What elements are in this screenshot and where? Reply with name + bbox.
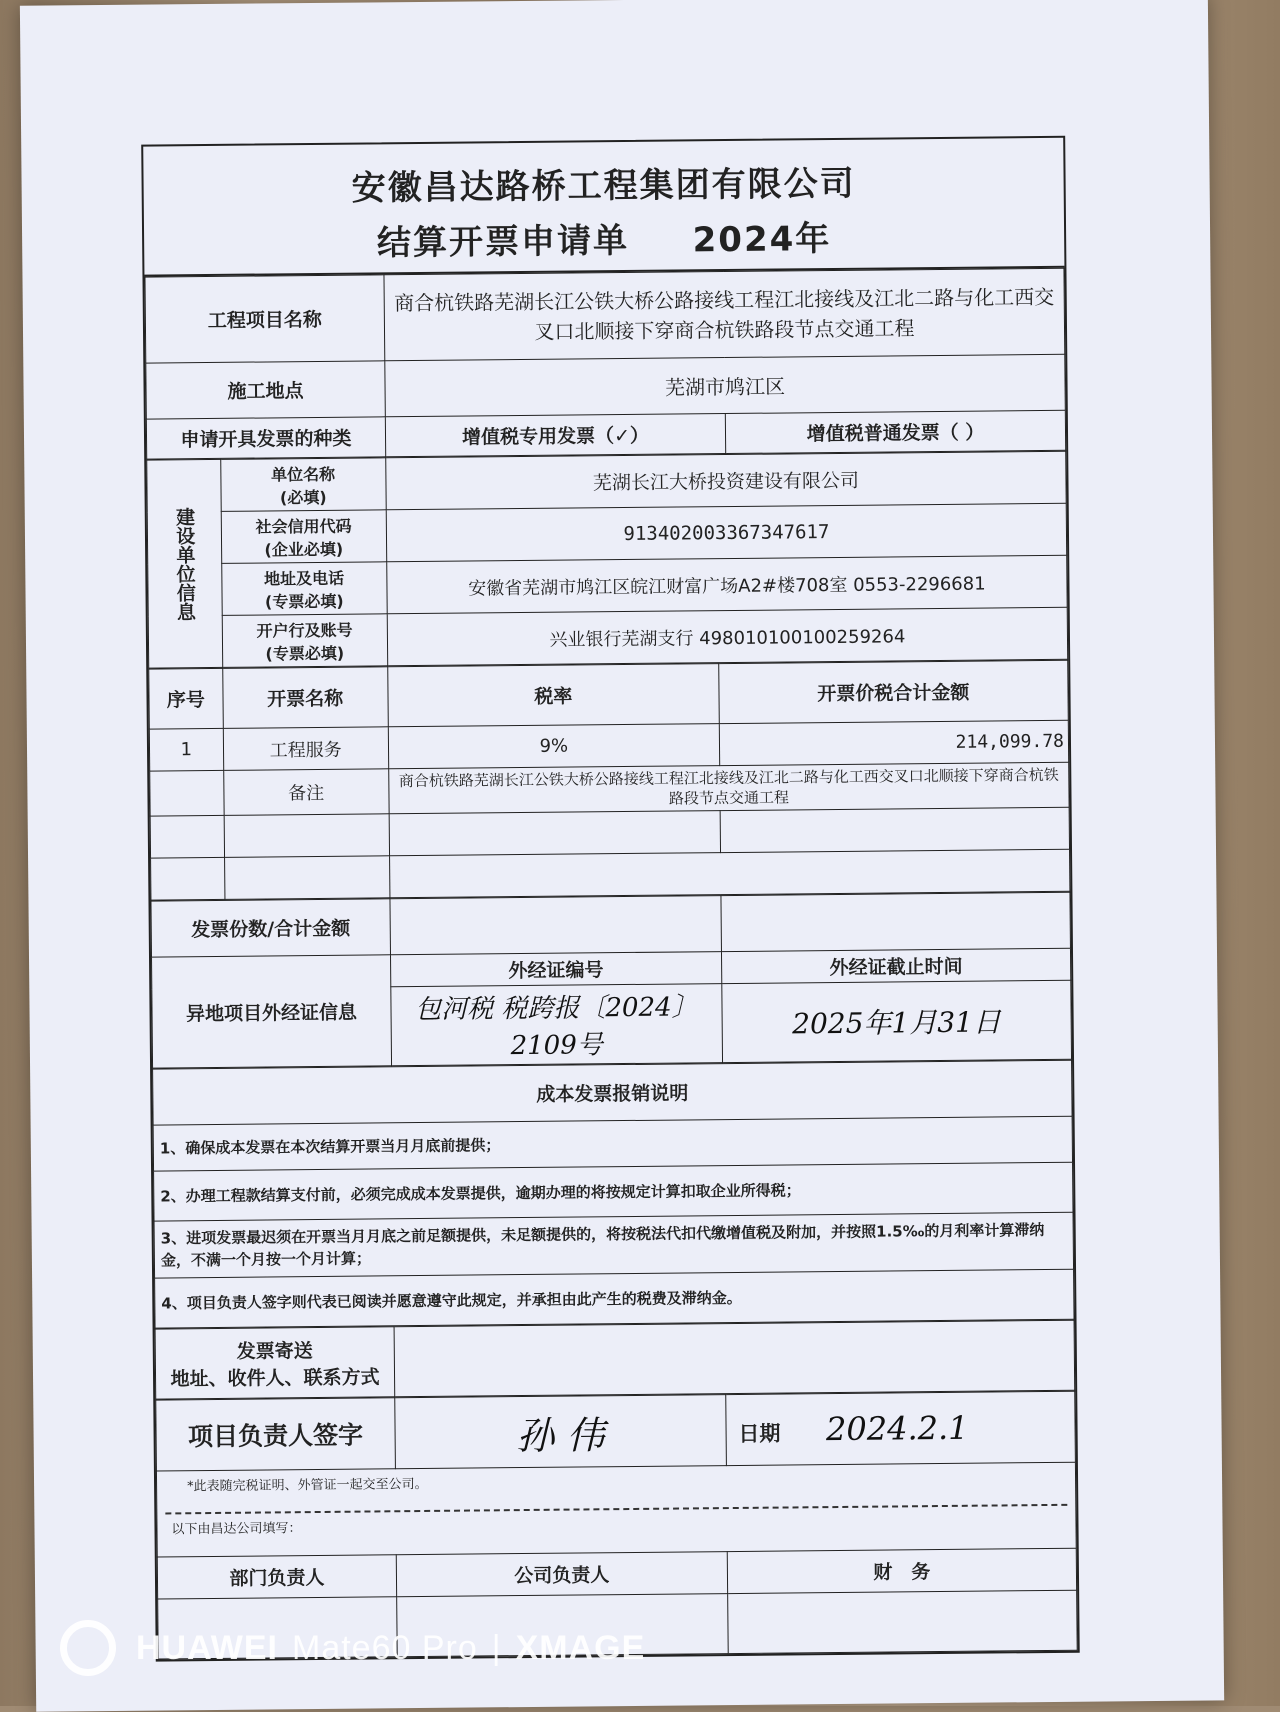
col-amount: 开票价税合计金额 — [718, 660, 1068, 723]
remark-label: 备注 — [223, 769, 389, 816]
camera-ring-icon — [60, 1620, 116, 1676]
permit-no-value: 包河税 税跨报〔2024〕2109号 — [391, 984, 723, 1066]
blank-cell — [224, 856, 390, 900]
date-value: 2024.2.1 — [825, 1408, 969, 1449]
cost-note-3: 3、进项发票最迟须在开票当月月底之前足额提供，未足额提供的，将按税法代扣代缴增值税及附加，并按照1.5‰的月利率计算滞纳金，不满一个月按一个月计算； — [154, 1212, 1074, 1278]
company-name: 安徽昌达路桥工程集团有限公司 — [351, 163, 856, 209]
invoice-application-form — [141, 136, 1080, 1662]
addr-req: (专票必填) — [264, 591, 344, 611]
totals-table — [150, 892, 1072, 1069]
watermark-model: Mate60 Pro — [292, 1628, 478, 1667]
footer-note: *此表随完税证明、外管证一起交至公司。 — [187, 1476, 428, 1495]
blank-cell — [720, 807, 1070, 852]
builder-group-label: 建设单位信息 — [147, 459, 223, 668]
watermark-brand: HUAWEI — [136, 1628, 278, 1667]
paper-sheet — [20, 0, 1224, 1712]
watermark-xmage: XMAGE — [515, 1628, 646, 1667]
addr-label-cell — [221, 562, 387, 616]
company-head-label: 公司负责人 — [396, 1552, 727, 1597]
col-no: 序号 — [149, 668, 223, 729]
unit-label: 单位名称 — [270, 464, 336, 484]
bank-label-cell — [222, 614, 388, 668]
signature-label: 项目负责人签字 — [156, 1398, 396, 1471]
builder-table — [146, 451, 1068, 669]
blank-cell — [389, 811, 720, 856]
count-label: 发票份数/合计金额 — [151, 899, 390, 957]
invoice-type-special: 增值税专用发票（✓） — [385, 414, 725, 457]
total-value — [721, 892, 1071, 951]
row1-no: 1 — [149, 728, 223, 771]
finance-sign — [727, 1590, 1077, 1653]
project-name-value: 商合杭铁路芜湖长江公铁大桥公路接线工程江北接线及江北二路与化工西交叉口北顺接下穿商合杭铁路段节点交通工程 — [384, 268, 1065, 361]
notes-table — [152, 1060, 1074, 1329]
mailing-table — [155, 1320, 1076, 1400]
unit-value: 芜湖长江大桥投资建设有限公司 — [386, 451, 1067, 510]
mailing-label-cell — [155, 1327, 395, 1399]
project-name-label: 工程项目名称 — [145, 275, 385, 363]
credit-req: (企业必填) — [264, 539, 344, 559]
remark-no — [150, 770, 224, 816]
blank-cell — [224, 814, 390, 858]
watermark-separator: | — [491, 1628, 502, 1667]
cost-notes-heading: 成本发票报销说明 — [153, 1060, 1072, 1125]
credit-label-cell — [221, 510, 387, 564]
form-title — [143, 138, 1064, 277]
form-name-line — [144, 203, 1064, 267]
permit-deadline-label: 外经证截止时间 — [721, 948, 1071, 983]
mailing-label-1: 发票寄送 — [236, 1339, 313, 1363]
dept-head-label: 部门负责人 — [157, 1555, 396, 1599]
mailing-value — [394, 1320, 1075, 1397]
permit-label: 异地项目外经证信息 — [152, 955, 392, 1068]
addr-value: 安徽省芜湖市鸠江区皖江财富广场A2#楼708室 0553-2296681 — [387, 555, 1068, 614]
project-table — [144, 268, 1066, 460]
cost-note-4: 4、项目负责人签字则代表已阅读并愿意遵守此规定，并承担由此产生的税费及滞纳金。 — [155, 1269, 1074, 1328]
row1-amount: 214,099.78 — [719, 720, 1069, 765]
blank-cell — [151, 857, 225, 900]
footer-note-cell — [156, 1462, 1076, 1557]
bank-req: (专票必填) — [265, 643, 345, 663]
invoice-type-normal: 增值税普通发票（ ） — [725, 410, 1065, 453]
finance-label: 财 务 — [727, 1548, 1077, 1593]
invoice-type-label: 申请开具发票的种类 — [146, 417, 385, 459]
form-name: 结算开票申请单 — [376, 220, 630, 264]
bank-label: 开户行及账号 — [256, 620, 353, 641]
credit-label: 社会信用代码 — [255, 516, 352, 537]
credit-value: 913402003367347617 — [386, 503, 1067, 562]
col-name: 开票名称 — [222, 667, 388, 729]
remark-value: 商合杭铁路芜湖长江公铁大桥公路接线工程江北接线及江北二路与化工西交叉口北顺接下穿商合杭铁路段节点交通工程 — [389, 762, 1069, 814]
camera-watermark — [60, 1620, 645, 1676]
date-label: 日期 — [738, 1421, 781, 1446]
unit-req: (必填) — [279, 487, 327, 507]
site-label: 施工地点 — [146, 361, 385, 419]
form-year: 2024年 — [692, 219, 832, 261]
unit-label-cell — [220, 458, 386, 512]
site-value: 芜湖市鸠江区 — [385, 354, 1066, 417]
row1-rate: 9% — [388, 724, 719, 769]
count-value — [390, 896, 721, 955]
col-rate: 税率 — [388, 664, 719, 727]
mailing-label-2: 地址、收件人、联系方式 — [170, 1365, 380, 1390]
addr-label: 地址及电话 — [263, 568, 345, 588]
blank-cell — [389, 849, 1069, 898]
date-cell — [725, 1391, 1075, 1465]
signature-value: 孙 伟 — [395, 1395, 726, 1469]
permit-deadline-value: 2025年1月31日 — [722, 980, 1072, 1062]
items-table — [148, 660, 1070, 901]
company-fill-note: 以下由昌达公司填写： — [171, 1521, 302, 1538]
permit-no-label: 外经证编号 — [390, 952, 721, 987]
row1-name: 工程服务 — [223, 727, 389, 771]
cost-note-1: 1、确保成本发票在本次结算开票当月月底前提供； — [153, 1116, 1072, 1171]
bank-value: 兴业银行芜湖支行 498010100100259264 — [387, 607, 1068, 666]
cost-note-2: 2、办理工程款结算支付前，必须完成成本发票提供，逾期办理的将按规定计算扣取企业所得税； — [154, 1162, 1073, 1221]
blank-cell — [150, 815, 224, 858]
